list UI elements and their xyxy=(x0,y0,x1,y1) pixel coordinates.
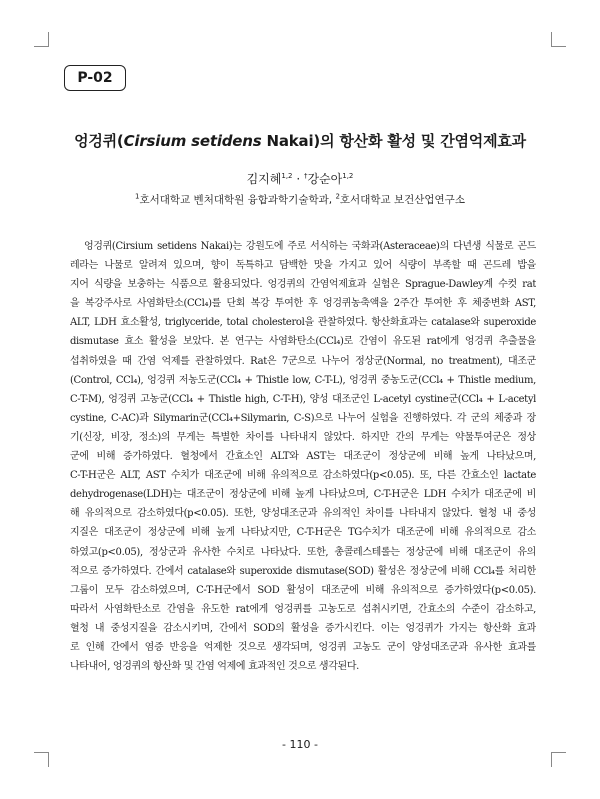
paper-title xyxy=(40,130,560,151)
affil-2-num: 2 xyxy=(335,192,340,201)
abstract-line: 그룹이 모두 감소하였으며, C-T-H군에서 SOD 활성이 대조군에 비해 유의적으로 증가하였다(p<0.05). xyxy=(70,584,536,596)
crop-mark-top-left xyxy=(34,32,49,47)
crop-mark-bottom-left xyxy=(34,752,49,767)
abstract-line: dismutase 효소 활성을 보았다. 본 연구는 사염화탄소(CCl₄)로 간염이 유도된 rat에게 엉겅퀴 추출물을 xyxy=(70,336,536,348)
abstract-line: 섭취하였을 때 간염 억제를 관찰하였다. Rat은 7군으로 나누어 정상군(Normal, no treatment), 대조군 xyxy=(70,355,536,367)
abstract-line: 지어 식량을 보충하는 식품으로 활용되었다. 엉겅퀴의 간염억제효과 실험은 Sprague-Dawley계 수컷 rat xyxy=(70,279,536,291)
abstract-line: cystine, C-AC)과 Silymarin군(CCl₄+Silymarin, C-S)으로 나누어 실험을 진행하였다. 각 군의 체중과 장 xyxy=(70,412,536,424)
author-1: 김지혜 xyxy=(246,172,282,186)
abstract-line: 지질은 대조군이 정상군에 비해 높게 나타났지만, C-T-H군은 TG수치가 대조군에 비해 유의적으로 감소 xyxy=(70,527,536,539)
abstract-body xyxy=(70,237,536,676)
abstract-line: (Control, CCl₄), 엉겅퀴 저농도군(CCl₄ + Thistle low, C-T-L), 엉겅퀴 중농도군(CCl₄ + Thistle medium, xyxy=(70,374,536,386)
abstract-line: 혈청 내 중성지질을 감소시키며, 간에서 SOD의 활성을 증가시킨다. 이는 엉겅퀴가 가지는 항산화 효과 xyxy=(70,622,536,634)
author-separator: · xyxy=(292,172,304,186)
crop-mark-top-right xyxy=(551,32,566,47)
author-2-affil: 1,2 xyxy=(342,172,354,180)
abstract-line: 기(신장, 비장, 정소)의 무게는 특별한 차이를 나타내지 않았다. 하지만 간의 무게는 약물투여군은 정상 xyxy=(70,431,536,443)
author-1-affil: 1,2 xyxy=(281,172,293,180)
crop-mark-bottom-right xyxy=(551,752,566,767)
page-number: - 110 - xyxy=(282,738,318,751)
affil-1-num: 1 xyxy=(135,192,140,201)
abstract-line: dehydrogenase(LDH)는 대조군이 정상군에 비해 높게 나타났으며, C-T-H군은 LDH 수치가 대조군에 비 xyxy=(70,489,536,501)
author-2: 강순아 xyxy=(307,172,343,186)
abstract-line: 하였고(p<0.05), 정상군과 유사한 수치로 나타났다. 또한, 총콜레스테롤는 정상군에 비해 대조군이 유의 xyxy=(70,546,536,558)
affil-1: 호서대학교 벤처대학원 융합과학기술학과, xyxy=(139,194,336,206)
abstract-line: 엉겅퀴(Cirsium setidens Nakai)는 강원도에 주로 서식하는 국화과(Asteraceae)의 다년생 식물로 곤드 xyxy=(84,241,536,252)
affiliations xyxy=(40,192,560,207)
abstract-line: 해 유의적으로 감소하였다(p<0.05). 또한, 양성대조군과 유의적인 차이를 나타내지 않았다. 혈청 내 중성 xyxy=(70,508,536,520)
author-list xyxy=(40,170,560,187)
corresponding-mark: † xyxy=(303,172,308,180)
abstract-line: C-T-H군은 ALT, AST 수치가 대조군에 비해 유의적으로 감소하였다(p<0.05). 또, 다른 간효소인 lactate xyxy=(70,470,536,482)
affil-2: 호서대학교 보건산업연구소 xyxy=(339,194,465,206)
abstract-line: 레라는 나물로 알려져 있으며, 향이 독특하고 담백한 맛을 가지고 있어 식량이 부족할 때 곤드레 밥을 xyxy=(70,260,536,272)
poster-id-badge: P-02 xyxy=(64,65,126,91)
abstract-line: 을 복강주사로 사염화탄소(CCl₄)를 단회 복강 투여한 후 엉겅퀴농축액을 2주간 투여한 후 체중변화 AST, xyxy=(70,298,536,310)
abstract-line: 군에 비해 증가하였다. 혈청에서 간효소인 ALT와 AST는 대조군이 정상군에 비해 높게 나타났으며, xyxy=(70,451,536,463)
abstract-line: C-T-M), 엉겅퀴 고농군(CCl₄ + Thistle high, C-T-H), 양성 대조군인 L-acetyl cystine군(CCl₄ + L-acetyl xyxy=(70,393,536,405)
abstract-line: 로 인해 간에서 염증 반응을 억제한 것으로 생각되며, 엉겅퀴 고농도 군이 양성대조군과 유사한 효과를 xyxy=(70,641,536,653)
abstract-line: 나타내어, 엉겅퀴의 항산화 및 간염 억제에 효과적인 것으로 생각된다. xyxy=(70,661,359,673)
title-suffix: Nakai)의 항산화 활성 및 간염억제효과 xyxy=(261,132,526,150)
title-prefix: 엉겅퀴( xyxy=(74,132,124,150)
title-species-italic: Cirsium setidens xyxy=(123,132,262,150)
abstract-line: 따라서 사염화탄소로 간염을 유도한 rat에게 엉겅퀴를 고농도로 섭취시키면, 간효소의 수준이 감소하고, xyxy=(70,603,536,615)
abstract-line: ALT, LDH 효소활성, triglyceride, total cholesterol을 관찰하였다. 항산화효과는 catalase와 superoxide xyxy=(70,317,536,329)
abstract-line: 적으로 증가하였다. 간에서 catalase와 superoxide dismutase(SOD) 활성은 정상군에 비해 CCl₄를 처리한 xyxy=(70,565,536,577)
